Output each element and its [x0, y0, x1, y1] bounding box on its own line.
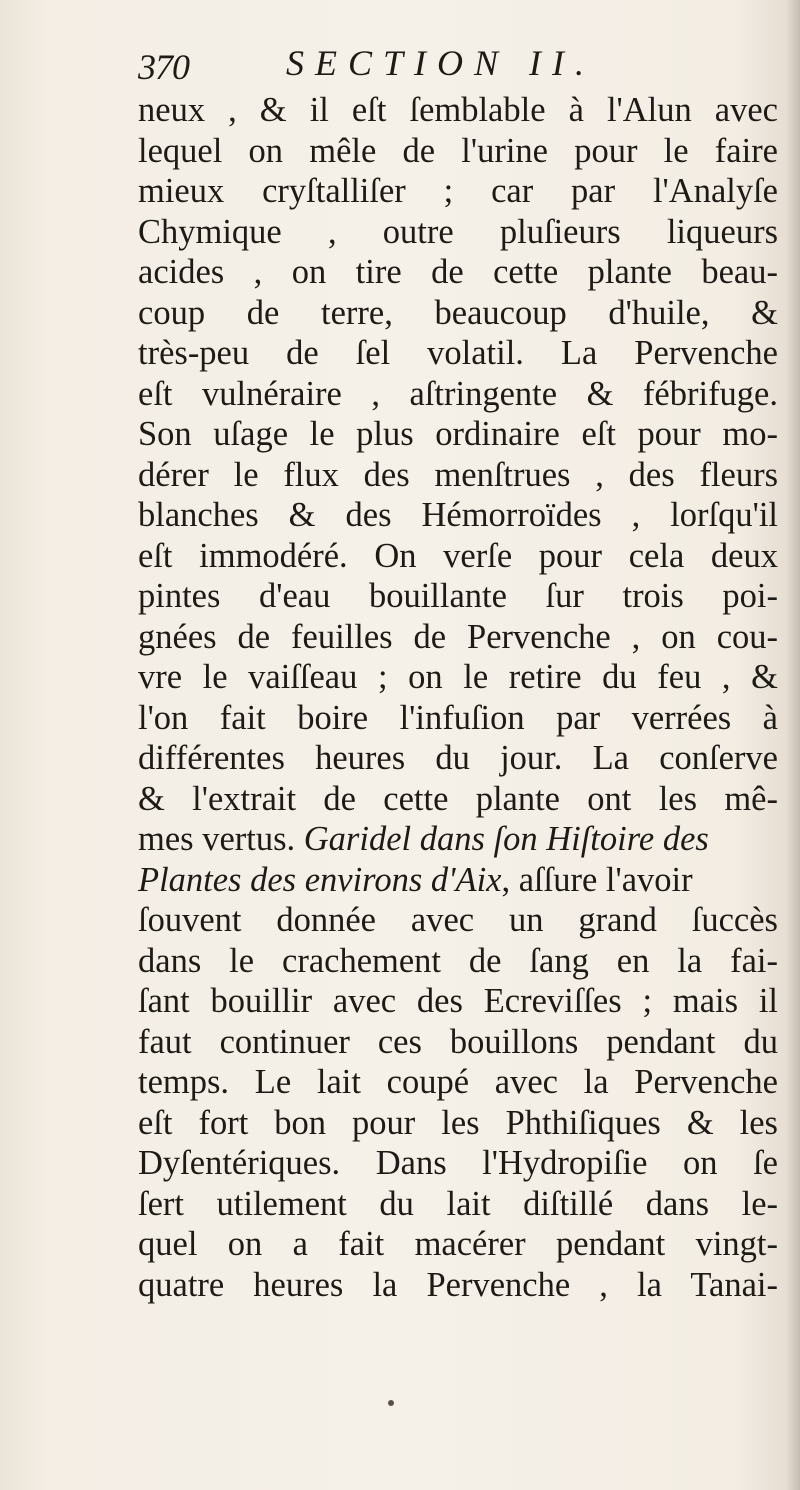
page-edge-shadow [786, 0, 800, 1490]
text-line: mieux cryſtalliſer ; car par l'Analyſe [138, 172, 778, 210]
text-segment: , aſſure l'avoir [501, 860, 693, 899]
text-line: ſouvent donnée avec un grand ſuccès [138, 901, 778, 939]
body-text [138, 90, 778, 1305]
text-line-with-citation [138, 819, 778, 860]
text-segment: mes vertus. [138, 820, 304, 858]
text-line: quatre heures la Pervenche , la Tanai- [138, 1265, 778, 1304]
citation-title-italic: Garidel dans ſon Hiſtoire des [303, 820, 709, 858]
text-line: ſert utilement du lait diſtillé dans le- [138, 1184, 778, 1223]
text-line: acides , on tire de cette plante beau- [138, 253, 778, 291]
text-line: dans le crachement de ſang en la fai- [138, 941, 778, 980]
text-line: & l'extrait de cette plante ont les mê- [138, 779, 778, 818]
text-line: faut continuer ces bouillons pendant du [138, 1022, 778, 1061]
page-header [138, 42, 658, 90]
text-line: Dyſentériques. Dans l'Hydropiſie on ſe [138, 1144, 778, 1182]
text-line-with-citation [138, 860, 778, 901]
citation-title-italic: Plantes des environs d'Aix [138, 860, 502, 899]
text-line: Chymique , outre pluſieurs liqueurs [138, 212, 778, 251]
text-line: temps. Le lait coupé avec la Pervenche [138, 1063, 778, 1101]
page-number: 370 [138, 47, 189, 87]
text-line: eſt fort bon pour les Phthiſiques & les [138, 1103, 778, 1142]
text-line: pintes d'eau bouillante ſur trois poi- [138, 577, 778, 615]
running-head: SECTION II. [286, 43, 595, 83]
text-line: eſt immodéré. On verſe pour cela deux [138, 536, 778, 575]
text-line: quel on a fait macérer pendant vingt- [138, 1225, 778, 1263]
text-line: vre le vaiſſeau ; on le retire du feu , & [138, 658, 778, 696]
text-line: dérer le flux des menſtrues , des fleurs [138, 455, 778, 494]
text-line: l'on fait boire l'infuſion par verrées à [138, 698, 778, 737]
text-line: gnées de feuilles de Pervenche , on cou- [138, 617, 778, 656]
text-line: Son uſage le plus ordinaire eſt pour mo- [138, 415, 778, 453]
text-line: lequel on mêle de l'urine pour le faire [138, 131, 778, 170]
text-line: blanches & des Hémorroïdes , lorſqu'il [138, 496, 778, 534]
text-line: neux , & il eſt ſemblable à l'Alun avec [138, 91, 778, 129]
text-line: ſant bouillir avec des Ecreviſſes ; mais il [138, 982, 778, 1020]
text-line: eſt vulnéraire , aſtringente & fébrifuge. [138, 374, 778, 413]
text-line: très-peu de ſel volatil. La Pervenche [138, 334, 778, 372]
text-line: différentes heures du jour. La conſerve [138, 739, 778, 777]
ink-dot [388, 1400, 394, 1406]
text-line: coup de terre, beaucoup d'huile, & [138, 293, 778, 332]
